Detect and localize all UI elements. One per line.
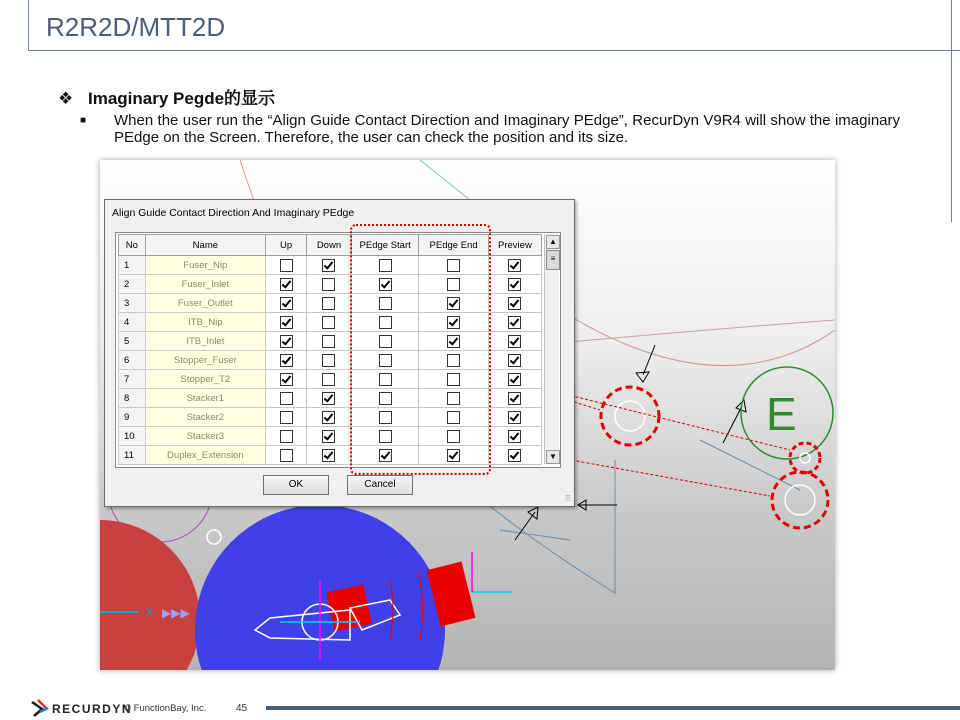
row-name[interactable]: Fuser_Outlet (145, 294, 266, 313)
red-block (326, 584, 371, 631)
scroll-up-icon[interactable]: ▲ (546, 235, 560, 249)
up-checkbox[interactable] (280, 297, 293, 310)
row-number: 9 (119, 408, 146, 427)
cancel-button[interactable]: Cancel (347, 475, 413, 495)
up-checkbox[interactable] (280, 411, 293, 424)
pedge-table (115, 232, 561, 468)
row-number: 5 (119, 332, 146, 351)
up-checkbox-cell (266, 294, 307, 313)
preview-checkbox-cell (488, 370, 541, 389)
down-checkbox[interactable] (322, 449, 335, 462)
preview-checkbox-cell (488, 332, 541, 351)
align-guide-dialog (104, 199, 575, 507)
up-checkbox-cell (266, 427, 307, 446)
preview-checkbox[interactable] (508, 316, 521, 329)
down-checkbox[interactable] (322, 259, 335, 272)
page-number: 45 (236, 703, 248, 714)
up-checkbox-cell (266, 389, 307, 408)
up-checkbox-cell (266, 256, 307, 275)
down-checkbox-cell (306, 370, 351, 389)
title-divider-vertical (28, 0, 29, 51)
direction-arrow-1 (643, 345, 655, 375)
arrowhead-3 (528, 507, 538, 519)
preview-checkbox[interactable] (508, 430, 521, 443)
down-checkbox[interactable] (322, 278, 335, 291)
row-number: 4 (119, 313, 146, 332)
down-checkbox-cell (306, 446, 351, 465)
preview-checkbox-cell (488, 256, 541, 275)
row-number: 3 (119, 294, 146, 313)
title-divider (28, 50, 960, 51)
preview-checkbox-cell (488, 294, 541, 313)
preview-checkbox[interactable] (508, 354, 521, 367)
row-number: 2 (119, 275, 146, 294)
preview-checkbox[interactable] (508, 259, 521, 272)
down-checkbox[interactable] (322, 392, 335, 405)
row-name[interactable]: Duplex_Extension (145, 446, 266, 465)
col-down[interactable]: Down (306, 235, 351, 256)
row-number: 8 (119, 389, 146, 408)
row-name[interactable]: Fuser_Nip (145, 256, 266, 275)
slide-title: R2R2D/MTT2D (46, 12, 226, 42)
down-checkbox[interactable] (322, 297, 335, 310)
up-checkbox[interactable] (280, 278, 293, 291)
up-checkbox-cell (266, 408, 307, 427)
row-number: 1 (119, 256, 146, 275)
down-checkbox-cell (306, 313, 351, 332)
row-number: 7 (119, 370, 146, 389)
up-checkbox[interactable] (280, 449, 293, 462)
diamond-bullet-icon: ❖ (58, 89, 74, 108)
row-name[interactable]: Stopper_Fuser (145, 351, 266, 370)
up-checkbox-cell (266, 332, 307, 351)
up-checkbox[interactable] (280, 392, 293, 405)
col-pedge-start[interactable]: PEdge Start (351, 235, 418, 256)
up-checkbox-cell (266, 370, 307, 389)
down-checkbox-cell (306, 294, 351, 313)
direction-arrow-3 (515, 512, 535, 540)
preview-checkbox-cell (488, 427, 541, 446)
preview-checkbox[interactable] (508, 373, 521, 386)
axis-label: X (146, 607, 154, 619)
description-paragraph (80, 112, 900, 146)
col-pedge-end[interactable]: PEdge End (419, 235, 488, 256)
up-checkbox[interactable] (280, 373, 293, 386)
col-no[interactable]: No (119, 235, 146, 256)
resize-grip-icon[interactable]: ⠿ (565, 494, 571, 503)
red-roller (100, 520, 200, 670)
preview-checkbox[interactable] (508, 335, 521, 348)
down-checkbox-cell (306, 351, 351, 370)
row-name[interactable]: Stopper_T2 (145, 370, 266, 389)
pedge-inner (615, 401, 645, 431)
small-marker-2 (207, 530, 221, 544)
row-name[interactable]: Stacker3 (145, 427, 266, 446)
preview-checkbox-cell (488, 408, 541, 427)
scroll-thumb[interactable]: ≡ (546, 250, 560, 270)
marker-letter: E (766, 388, 797, 440)
row-name[interactable]: ITB_Nip (145, 313, 266, 332)
imaginary-pedge-large (601, 387, 659, 445)
row-name[interactable]: Fuser_Inlet (145, 275, 266, 294)
footer-brand: RECURDYN (52, 702, 133, 716)
row-name[interactable]: ITB_Inlet (145, 332, 266, 351)
down-checkbox[interactable] (322, 373, 335, 386)
down-checkbox[interactable] (322, 316, 335, 329)
right-divider (951, 0, 952, 222)
preview-checkbox[interactable] (508, 411, 521, 424)
ok-button[interactable]: OK (263, 475, 329, 495)
row-name[interactable]: Stacker1 (145, 389, 266, 408)
row-name[interactable]: Stacker2 (145, 408, 266, 427)
down-checkbox-cell (306, 427, 351, 446)
up-checkbox[interactable] (280, 354, 293, 367)
direction-arrow-2 (723, 406, 742, 443)
up-checkbox[interactable] (280, 430, 293, 443)
down-checkbox[interactable] (322, 335, 335, 348)
pedge-inner-2 (800, 453, 810, 463)
col-preview[interactable]: Preview (488, 235, 541, 256)
preview-checkbox-cell (488, 275, 541, 294)
down-checkbox[interactable] (322, 411, 335, 424)
footer-copyright: © FunctionBay, Inc. (124, 703, 207, 714)
preview-checkbox[interactable] (508, 278, 521, 291)
pedge-columns-highlight (350, 224, 491, 475)
preview-checkbox[interactable] (508, 449, 521, 462)
play-arrows-icon: ▶▶▶ (162, 606, 190, 620)
arrowhead-1 (636, 372, 649, 382)
scroll-down-icon[interactable]: ▼ (546, 450, 560, 464)
section-heading (58, 84, 275, 109)
col-up[interactable]: Up (266, 235, 307, 256)
down-checkbox-cell (306, 275, 351, 294)
down-checkbox[interactable] (322, 430, 335, 443)
up-checkbox[interactable] (280, 259, 293, 272)
up-checkbox[interactable] (280, 335, 293, 348)
preview-checkbox[interactable] (508, 297, 521, 310)
down-checkbox-cell (306, 332, 351, 351)
up-checkbox-cell (266, 351, 307, 370)
footer-divider (266, 706, 960, 710)
dialog-title: Align Guide Contact Direction And Imaginary PEdge (112, 207, 355, 219)
preview-checkbox-cell (488, 389, 541, 408)
col-name[interactable]: Name (145, 235, 266, 256)
table-scrollbar[interactable] (544, 234, 559, 464)
guide-arc (560, 310, 835, 366)
row-number: 6 (119, 351, 146, 370)
preview-checkbox-cell (488, 446, 541, 465)
preview-checkbox-cell (488, 313, 541, 332)
up-checkbox-cell (266, 313, 307, 332)
up-checkbox[interactable] (280, 316, 293, 329)
row-number: 10 (119, 427, 146, 446)
guide-path-2 (500, 530, 570, 540)
up-checkbox-cell (266, 446, 307, 465)
preview-checkbox[interactable] (508, 392, 521, 405)
up-checkbox-cell (266, 275, 307, 294)
square-bullet-icon: ■ (80, 115, 87, 126)
guide-path-3 (700, 440, 800, 490)
down-checkbox-cell (306, 256, 351, 275)
down-checkbox-cell (306, 408, 351, 427)
down-checkbox[interactable] (322, 354, 335, 367)
heading-text: Imaginary Pegde的显示 (88, 89, 276, 108)
description-text: When the user run the “Align Guide Contact Direction and Imaginary PEdge”, RecurDyn V9R4 will show the imaginary PEdge on the Screen. Therefore, the user can check the position and its size. (114, 112, 900, 146)
preview-checkbox-cell (488, 351, 541, 370)
row-number: 11 (119, 446, 146, 465)
down-checkbox-cell (306, 389, 351, 408)
